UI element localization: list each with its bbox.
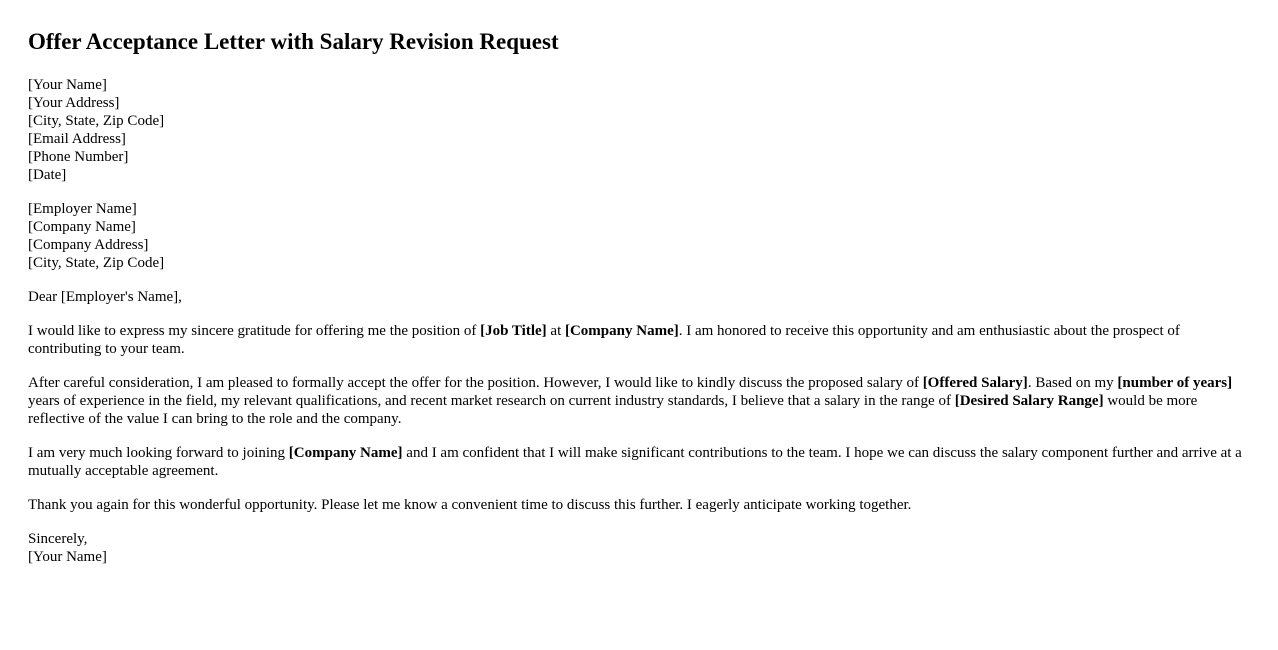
placeholder-offered-salary: [Offered Salary] [922, 375, 1028, 391]
sender-email: [Email Address] [28, 131, 126, 147]
sender-phone: [Phone Number] [28, 149, 129, 165]
paragraph-text: years of experience in the field, my relevant qualifications, and recent market research on current industry standards, I believe that a salary in the range of [28, 393, 955, 409]
company-city-state-zip: [City, State, Zip Code] [28, 255, 165, 271]
employer-name: [Employer Name] [28, 201, 137, 217]
paragraph-text: . Based on my [1027, 375, 1118, 391]
page-title: Offer Acceptance Letter with Salary Revision Request [28, 29, 559, 54]
paragraph-text: and I am confident that I will make significant contributions to the team. I hope we can discuss the salary component further and arrive at a mutually acceptable agreement. [28, 445, 1242, 479]
sender-name: [Your Name] [28, 77, 107, 93]
paragraph-text: . I am honored to receive this opportunity and am enthusiastic about the prospect of contributing to your team. [28, 323, 1180, 357]
paragraph-text: would be more reflective of the value I can bring to the role and the company. [28, 393, 1198, 427]
paragraph-text: I am very much looking forward to joining [28, 445, 289, 461]
signature-name: [Your Name] [28, 549, 107, 565]
placeholder-company-name: [Company Name] [288, 445, 403, 461]
paragraph-joining [28, 444, 1250, 480]
sender-city-state-zip: [City, State, Zip Code] [28, 113, 165, 129]
placeholder-desired-salary-range: [Desired Salary Range] [954, 393, 1104, 409]
sender-address: [Your Address] [28, 95, 120, 111]
valediction: Sincerely, [28, 531, 88, 547]
paragraph-text: After careful consideration, I am pleased to formally accept the offer for the position. However, I would like to kindly discuss the proposed salary of [28, 375, 923, 391]
placeholder-number-of-years: [number of years] [1117, 375, 1233, 391]
company-address: [Company Address] [28, 237, 149, 253]
closing-block [28, 530, 1250, 566]
paragraph-text: at [546, 323, 565, 339]
company-name: [Company Name] [28, 219, 136, 235]
sender-address-block [28, 76, 1250, 184]
letter-date: [Date] [28, 167, 67, 183]
recipient-address-block [28, 200, 1250, 272]
placeholder-job-title: [Job Title] [480, 323, 547, 339]
salutation: Dear [Employer's Name], [28, 289, 182, 305]
paragraph-text: I would like to express my sincere gratitude for offering me the position of [28, 323, 481, 339]
paragraph-salary-request [28, 374, 1250, 428]
paragraph-gratitude [28, 322, 1250, 358]
placeholder-company-name: [Company Name] [564, 323, 679, 339]
paragraph-thanks [28, 496, 1250, 514]
paragraph-text: Thank you again for this wonderful opportunity. Please let me know a convenient time to discuss this further. I eagerly anticipate working together. [28, 497, 912, 513]
